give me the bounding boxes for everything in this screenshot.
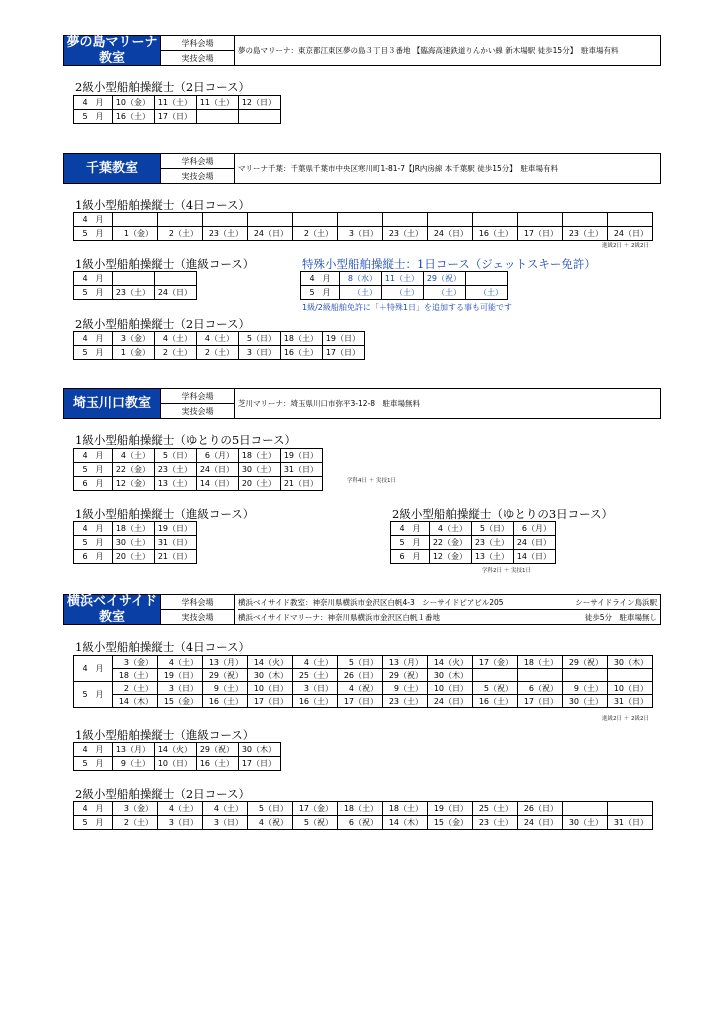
date-cell: 23（土） [563, 227, 608, 241]
month-cell: 4 月 [74, 332, 113, 346]
date-cell: 30（木） [248, 669, 293, 682]
table-row [74, 802, 653, 816]
schedule-table [73, 521, 197, 564]
month-cell: 5 月 [74, 286, 113, 300]
date-cell: 23（土） [383, 695, 428, 708]
date-cell: 5（祝） [473, 682, 518, 695]
table-row [74, 536, 197, 550]
date-cell: 9（土） [563, 682, 608, 695]
date-cell: 19（日） [428, 802, 473, 816]
date-cell: 12（金） [430, 550, 472, 564]
date-cell: 12（金） [113, 477, 155, 491]
date-cell: 18（土） [113, 522, 155, 536]
date-cell [113, 272, 155, 286]
month-cell: 4 月 [74, 656, 113, 682]
date-cell: 14（火） [428, 656, 473, 669]
table-row [74, 522, 197, 536]
course-title: 2級小型船舶操縦士（2日コース） [75, 787, 251, 801]
month-cell: 4 月 [74, 743, 113, 757]
table-row [74, 682, 653, 695]
table-row [74, 463, 323, 477]
date-cell: 4（土） [203, 802, 248, 816]
course-note: 進級2日 ＋ 2級2日 [602, 243, 649, 249]
course-note: 学科2日 ＋ 実技1日 [482, 568, 531, 574]
date-cell: 16（土） [473, 695, 518, 708]
date-cell: 2（土） [197, 346, 239, 360]
school-header-yumenoshima [63, 35, 661, 66]
date-cell [608, 802, 653, 816]
venue-labels [161, 154, 235, 183]
table-row [74, 110, 281, 124]
table-row [391, 536, 556, 550]
date-cell: 21（日） [155, 550, 197, 564]
date-cell: 4（土） [113, 449, 155, 463]
date-cell: 3（金） [113, 656, 158, 669]
date-cell: 26（日） [338, 669, 383, 682]
date-cell: 14（日） [514, 550, 556, 564]
date-cell [158, 213, 203, 227]
date-cell: 17（日） [155, 110, 197, 124]
date-cell: 14（日） [197, 477, 239, 491]
date-cell: 3（日） [158, 682, 203, 695]
date-cell: 9（土） [383, 682, 428, 695]
date-cell [608, 669, 653, 682]
date-cell: 18（土） [338, 802, 383, 816]
lecture-venue-label: 学科会場 [181, 38, 214, 48]
date-cell: 31（日） [608, 695, 653, 708]
date-cell: 14（火） [248, 656, 293, 669]
date-cell: 26（日） [518, 802, 563, 816]
schedule-table [73, 801, 653, 830]
date-cell: 2（土） [113, 682, 158, 695]
date-cell [563, 213, 608, 227]
date-cell [608, 213, 653, 227]
date-cell: 19（日） [158, 669, 203, 682]
date-cell: 6（祝） [518, 682, 563, 695]
date-cell: （土） [466, 286, 508, 300]
school-name: 横浜ベイサイド教室 [64, 595, 161, 624]
practical-venue-label: 実技会場 [161, 403, 234, 418]
month-cell: 5 月 [74, 816, 113, 830]
schedule-table [73, 655, 653, 708]
course-title: 1級小型船舶操縦士（進級コース） [75, 728, 255, 742]
table-row [74, 449, 323, 463]
date-cell: 17（日） [518, 227, 563, 241]
date-cell: 10（日） [428, 682, 473, 695]
month-cell: 5 月 [74, 536, 113, 550]
date-cell: 12（日） [239, 96, 281, 110]
date-cell: 30（木） [239, 743, 281, 757]
date-cell: 17（金） [473, 656, 518, 669]
lecture-address: 横浜ベイサイド教室：神奈川県横浜市金沢区白帆4-3 シーサイドピアビル205 [238, 597, 504, 607]
course-title: 1級小型船舶操縦士（4日コース） [75, 198, 251, 212]
date-cell [197, 110, 239, 124]
date-cell [113, 213, 158, 227]
month-cell: 4 月 [74, 213, 113, 227]
date-cell: 20（土） [113, 550, 155, 564]
school-header-yokohama [63, 594, 661, 625]
date-cell: 5（日） [248, 802, 293, 816]
course-title: 1級小型船舶操縦士（進級コース） [75, 257, 255, 271]
date-cell: 2（土） [113, 816, 158, 830]
course-title: 1級小型船舶操縦士（進級コース） [75, 507, 255, 521]
date-cell: 3（金） [113, 802, 158, 816]
date-cell: 2（土） [293, 227, 338, 241]
date-cell: 23（土） [473, 816, 518, 830]
table-row [391, 550, 556, 564]
venue-labels [161, 389, 235, 418]
table-row [74, 213, 653, 227]
course-title: 2級小型船舶操縦士（2日コース） [75, 317, 251, 331]
date-cell [293, 213, 338, 227]
schedule-table [73, 331, 365, 360]
date-cell: 10（金） [113, 96, 155, 110]
date-cell: 17（日） [338, 695, 383, 708]
date-cell: 16（土） [197, 757, 239, 771]
date-cell: 24（日） [518, 816, 563, 830]
month-cell: 5 月 [74, 682, 113, 708]
month-cell: 4 月 [74, 96, 113, 110]
school-header-saitama [63, 388, 661, 419]
date-cell [239, 110, 281, 124]
date-cell: 3（日） [158, 816, 203, 830]
date-cell: 15（金） [428, 816, 473, 830]
date-cell: 4（土） [158, 802, 203, 816]
month-cell: 4 月 [74, 272, 113, 286]
table-row [74, 743, 281, 757]
date-cell: 5（日） [239, 332, 281, 346]
table-row [74, 757, 281, 771]
date-cell: 3（日） [239, 346, 281, 360]
venue-address: 夢の島マリーナ：東京都江東区夢の島３丁目３番地 【臨海高速鉄道りんかい線 新木場駅 徒歩15分】 駐車場有料 [238, 46, 619, 55]
date-cell: 4（祝） [248, 816, 293, 830]
date-cell: 23（土） [472, 536, 514, 550]
date-cell [563, 802, 608, 816]
schedule-table [300, 271, 508, 300]
date-cell: 29（祝） [383, 669, 428, 682]
date-cell [466, 272, 508, 286]
date-cell: 19（日） [323, 332, 365, 346]
date-cell: 1（金） [113, 227, 158, 241]
table-row [74, 656, 653, 669]
date-cell: 18（土） [239, 449, 281, 463]
date-cell: 24（日） [155, 286, 197, 300]
course-title: 1級小型船舶操縦士（4日コース） [75, 640, 251, 654]
table-row [74, 477, 323, 491]
date-cell: 17（日） [518, 695, 563, 708]
table-row [74, 695, 653, 708]
venue-address: 芝川マリーナ：埼玉県川口市弥平3-12-8 駐車場無料 [238, 399, 420, 408]
table-row [74, 286, 197, 300]
month-cell: 4 月 [74, 449, 113, 463]
month-cell: 5 月 [74, 757, 113, 771]
schedule-table [73, 742, 281, 771]
date-cell: 25（土） [473, 802, 518, 816]
month-cell: 5 月 [74, 346, 113, 360]
venue-address: マリーナ千葉：千葉県千葉市中央区寒川町1-81-7【JR内房線 本千葉駅 徒歩15分】 駐車場有料 [238, 164, 558, 173]
schedule-table [73, 448, 323, 491]
course-title: 1級小型船舶操縦士（ゆとりの5日コース） [75, 433, 297, 447]
date-cell: 5（祝） [293, 816, 338, 830]
schedule-table [73, 95, 281, 124]
date-cell: 23（土） [383, 227, 428, 241]
date-cell: 24（日） [428, 695, 473, 708]
month-cell: 6 月 [391, 550, 430, 564]
date-cell: 29（祝） [197, 743, 239, 757]
date-cell: 23（土） [203, 227, 248, 241]
practical-venue-label: 実技会場 [161, 50, 234, 65]
date-cell [155, 272, 197, 286]
table-row [301, 286, 508, 300]
date-cell: 4（土） [430, 522, 472, 536]
course-title: 2級小型船舶操縦士（2日コース） [75, 80, 251, 94]
date-cell: （土） [382, 286, 424, 300]
month-cell: 5 月 [74, 227, 113, 241]
date-cell: 13（月） [113, 743, 155, 757]
month-cell: 4 月 [391, 522, 430, 536]
school-name: 夢の島マリーナ教室 [64, 36, 161, 65]
date-cell: 16（土） [113, 110, 155, 124]
date-cell: 16（土） [293, 695, 338, 708]
table-row [74, 669, 653, 682]
schedule-table [73, 212, 653, 241]
date-cell: 20（土） [239, 477, 281, 491]
date-cell: 18（土） [281, 332, 323, 346]
table-row [391, 522, 556, 536]
date-cell: 10（日） [155, 757, 197, 771]
date-cell: 22（金） [430, 536, 472, 550]
date-cell: 19（日） [155, 522, 197, 536]
date-cell: 24（日） [197, 463, 239, 477]
date-cell: 24（日） [608, 227, 653, 241]
table-row [74, 346, 365, 360]
month-cell: 5 月 [301, 286, 340, 300]
month-cell: 6 月 [74, 477, 113, 491]
date-cell: 29（祝） [203, 669, 248, 682]
date-cell [473, 213, 518, 227]
lecture-venue-label: 学科会場 [181, 597, 214, 607]
lecture-venue-label: 学科会場 [181, 156, 214, 166]
date-cell [473, 669, 518, 682]
month-cell: 5 月 [74, 110, 113, 124]
venue-address [235, 595, 660, 624]
date-cell: 3（日） [203, 816, 248, 830]
school-header-chiba [63, 153, 661, 184]
month-cell: 4 月 [301, 272, 340, 286]
date-cell [248, 213, 293, 227]
date-cell: 15（金） [158, 695, 203, 708]
school-name: 埼玉川口教室 [64, 389, 161, 418]
practical-venue-label: 実技会場 [161, 609, 234, 624]
table-row [74, 227, 653, 241]
date-cell: 3（日） [293, 682, 338, 695]
date-cell: 6（祝） [338, 816, 383, 830]
date-cell: 17（日） [239, 757, 281, 771]
date-cell: 30（土） [239, 463, 281, 477]
date-cell [338, 213, 383, 227]
date-cell: 30（木） [608, 656, 653, 669]
month-cell: 4 月 [74, 522, 113, 536]
date-cell: 17（日） [248, 695, 293, 708]
schedule-table [73, 271, 197, 300]
date-cell: 19（日） [281, 449, 323, 463]
date-cell: 30（土） [563, 816, 608, 830]
date-cell: 31（日） [281, 463, 323, 477]
date-cell: 11（土） [155, 96, 197, 110]
date-cell: 2（土） [155, 346, 197, 360]
date-cell: 10（日） [248, 682, 293, 695]
date-cell: 5（日） [338, 656, 383, 669]
date-cell [518, 213, 563, 227]
date-cell: 23（土） [155, 463, 197, 477]
date-cell: 8（水） [340, 272, 382, 286]
date-cell: 16（土） [281, 346, 323, 360]
date-cell: 13（月） [383, 656, 428, 669]
date-cell: 24（日） [428, 227, 473, 241]
course-title: 特殊小型船舶操縦士：1日コース（ジェットスキー免許） [302, 257, 596, 271]
table-row [74, 96, 281, 110]
course-note: 学科4日 ＋ 実技1日 [347, 478, 396, 484]
date-cell: 4（祝） [338, 682, 383, 695]
date-cell: 30（木） [428, 669, 473, 682]
date-cell: 4（土） [158, 656, 203, 669]
date-cell: 4（土） [155, 332, 197, 346]
date-cell [428, 213, 473, 227]
date-cell: 9（土） [203, 682, 248, 695]
date-cell: 24（日） [514, 536, 556, 550]
date-cell: 30（土） [563, 695, 608, 708]
month-cell: 5 月 [74, 463, 113, 477]
table-row [301, 272, 508, 286]
schedule-table [390, 521, 556, 564]
date-cell: 29（祝） [424, 272, 466, 286]
date-cell: 6（月） [514, 522, 556, 536]
date-cell: 24（日） [248, 227, 293, 241]
date-cell: 16（土） [203, 695, 248, 708]
date-cell: 23（土） [113, 286, 155, 300]
month-cell: 6 月 [74, 550, 113, 564]
date-cell: 29（祝） [563, 656, 608, 669]
date-cell [518, 669, 563, 682]
course-note: 1級/2級船舶免許に「＋特殊1日」を追加する事も可能です [302, 303, 512, 312]
date-cell: 3（日） [338, 227, 383, 241]
month-cell: 5 月 [391, 536, 430, 550]
date-cell: 5（日） [472, 522, 514, 536]
date-cell: 14（火） [155, 743, 197, 757]
date-cell: （土） [424, 286, 466, 300]
date-cell: 31（日） [608, 816, 653, 830]
course-note: 進級2日 ＋ 2級2日 [602, 716, 649, 722]
date-cell: 21（日） [281, 477, 323, 491]
date-cell: 13（月） [203, 656, 248, 669]
date-cell: 18（土） [113, 669, 158, 682]
date-cell: 25（土） [293, 669, 338, 682]
date-cell: 22（金） [113, 463, 155, 477]
date-cell: 31（日） [155, 536, 197, 550]
practical-venue-label: 実技会場 [161, 168, 234, 183]
access-info: 徒歩5分 駐車場無し [584, 612, 657, 622]
date-cell: 10（日） [608, 682, 653, 695]
practical-address-row [238, 609, 660, 624]
table-row [74, 816, 653, 830]
lecture-venue-label: 学科会場 [181, 391, 214, 401]
date-cell: 4（土） [197, 332, 239, 346]
date-cell: 13（土） [472, 550, 514, 564]
date-cell: 18（土） [383, 802, 428, 816]
date-cell: 1（金） [113, 346, 155, 360]
date-cell: 9（土） [113, 757, 155, 771]
table-row [74, 332, 365, 346]
table-row [74, 550, 197, 564]
date-cell: 11（土） [197, 96, 239, 110]
date-cell: 3（金） [113, 332, 155, 346]
date-cell: 14（木） [383, 816, 428, 830]
date-cell: 16（土） [473, 227, 518, 241]
nearest-station: シーサイドライン鳥浜駅 [575, 597, 657, 607]
school-name: 千葉教室 [64, 154, 161, 183]
date-cell: 18（土） [518, 656, 563, 669]
date-cell: 17（日） [323, 346, 365, 360]
date-cell: 14（木） [113, 695, 158, 708]
date-cell: 17（金） [293, 802, 338, 816]
date-cell [563, 669, 608, 682]
date-cell: 30（土） [113, 536, 155, 550]
date-cell [383, 213, 428, 227]
course-title: 2級小型船舶操縦士（ゆとりの3日コース） [392, 507, 614, 521]
practical-address: 横浜ベイサイドマリーナ：神奈川県横浜市金沢区白帆１番地 [238, 612, 440, 622]
table-row [74, 272, 197, 286]
date-cell: 4（土） [293, 656, 338, 669]
lecture-address-row [238, 595, 660, 609]
date-cell: （土） [340, 286, 382, 300]
date-cell: 5（日） [155, 449, 197, 463]
date-cell: 6（月） [197, 449, 239, 463]
date-cell: 11（土） [382, 272, 424, 286]
date-cell: 13（土） [155, 477, 197, 491]
date-cell [203, 213, 248, 227]
date-cell: 2（土） [158, 227, 203, 241]
month-cell: 4 月 [74, 802, 113, 816]
venue-labels [161, 36, 235, 65]
venue-labels [161, 595, 235, 624]
